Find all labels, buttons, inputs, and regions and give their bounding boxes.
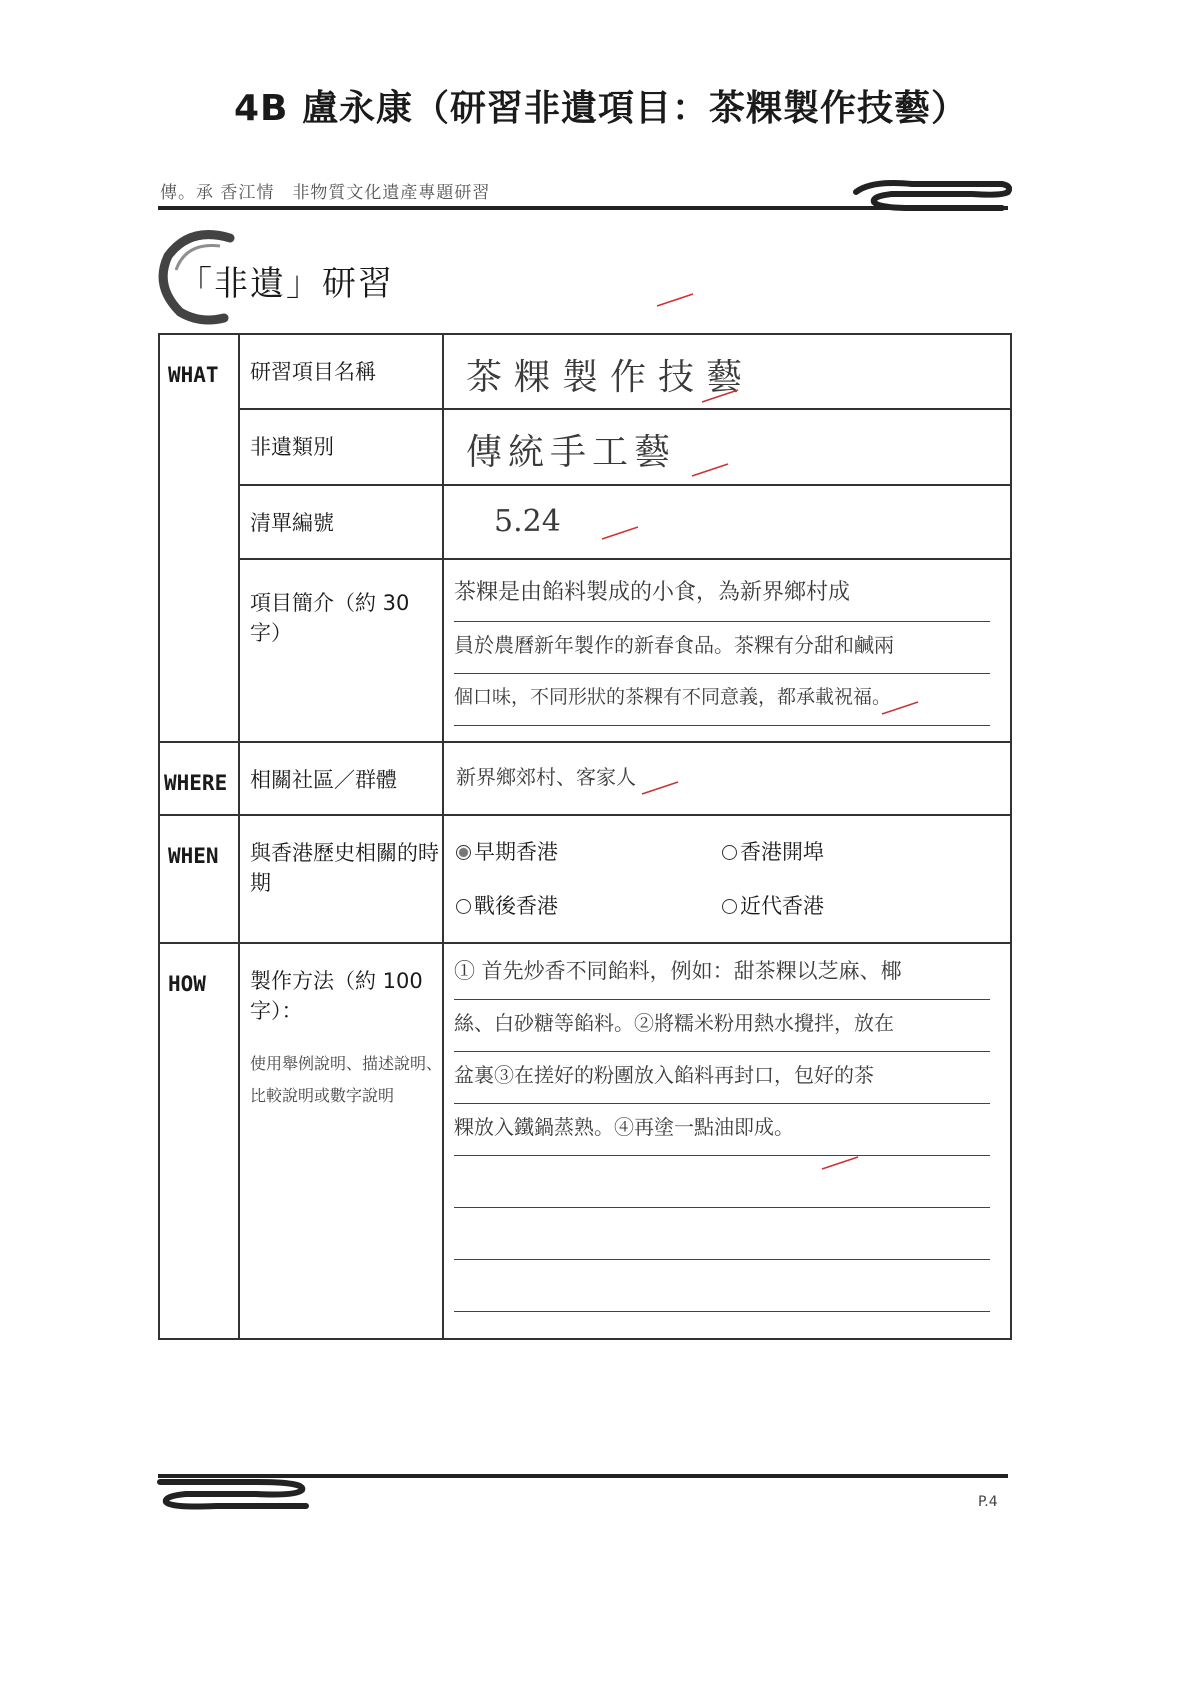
how-blank-line	[454, 1208, 990, 1260]
how-line: 粿放入鐵鍋蒸熟。④再塗一點油即成。	[454, 1104, 990, 1156]
name-label: 研習項目名稱	[239, 334, 443, 409]
how-label: 製作方法（約 100 字）：	[250, 969, 423, 1023]
form-row-how	[159, 943, 1011, 1339]
category-what: WHAT	[159, 334, 239, 742]
intro-value	[443, 559, 1011, 742]
list-value: 5.24	[443, 485, 1011, 559]
how-line: 絲、白砂糖等餡料。②將糯米粉用熱水攪拌，放在	[454, 1000, 990, 1052]
radio-icon	[456, 899, 471, 914]
form-row-where	[159, 742, 1011, 815]
radio-selected-icon	[456, 845, 471, 860]
option-hk-opening[interactable]: 香港開埠	[722, 836, 824, 866]
how-blank-line	[454, 1156, 990, 1208]
intro-line: 茶粿是由餡料製成的小食，為新界鄉村成	[454, 570, 990, 622]
category-where: WHERE	[159, 742, 239, 815]
radio-icon	[722, 899, 737, 914]
form-row-when	[159, 815, 1011, 943]
form-row-list	[159, 485, 1011, 559]
when-label: 與香港歷史相關的時期	[239, 815, 443, 943]
type-label: 非遺類別	[239, 409, 443, 485]
category-when: WHEN	[159, 815, 239, 943]
check-mark-icon	[640, 780, 680, 796]
where-label: 相關社區／群體	[239, 742, 443, 815]
check-mark-icon	[600, 525, 640, 541]
check-mark-icon	[820, 1155, 860, 1171]
check-mark-icon	[700, 388, 740, 404]
swoosh-decoration-bottom	[156, 1476, 316, 1512]
how-label-cell	[239, 943, 443, 1339]
option-postwar-hk[interactable]: 戰後香港	[456, 890, 558, 920]
how-value	[443, 943, 1011, 1339]
radio-icon	[722, 845, 737, 860]
research-form	[158, 333, 1012, 1340]
how-blank-line	[454, 1260, 990, 1312]
category-how: HOW	[159, 943, 239, 1339]
series-header: 傳。承 香江情 非物質文化遺產專題研習	[160, 183, 491, 203]
when-options	[443, 815, 1011, 943]
form-row-name	[159, 334, 1011, 409]
form-row-type	[159, 409, 1011, 485]
check-mark-icon	[690, 462, 730, 478]
how-line: ① 首先炒香不同餡料，例如：甜茶粿以芝麻、椰	[454, 948, 990, 1000]
name-value: 茶粿製作技藝	[443, 334, 1011, 409]
page-number: P.4	[978, 1494, 998, 1510]
section-title: 「非遺」研習	[178, 264, 394, 304]
swoosh-decoration-top	[852, 178, 1012, 214]
intro-line: 個口味，不同形狀的茶粿有不同意義，都承載祝福。	[454, 674, 990, 726]
how-line: 盆裏③在搓好的粉團放入餡料再封口，包好的茶	[454, 1052, 990, 1104]
page-title: 4B 盧永康（研習非遺項目：茶粿製作技藝）	[233, 88, 969, 129]
intro-line: 員於農曆新年製作的新春食品。茶粿有分甜和鹹兩	[454, 622, 990, 674]
check-mark-icon	[655, 292, 695, 308]
option-early-hk[interactable]: 早期香港	[456, 836, 558, 866]
option-modern-hk[interactable]: 近代香港	[722, 890, 824, 920]
list-label: 清單編號	[239, 485, 443, 559]
intro-label: 項目簡介（約 30 字）	[239, 559, 443, 742]
type-value: 傳統手工藝	[443, 409, 1011, 485]
how-hint: 使用舉例說明、描述說明、比較說明或數字說明	[250, 1054, 443, 1105]
check-mark-icon	[880, 700, 920, 716]
where-value: 新界鄉郊村、客家人	[443, 742, 1011, 815]
